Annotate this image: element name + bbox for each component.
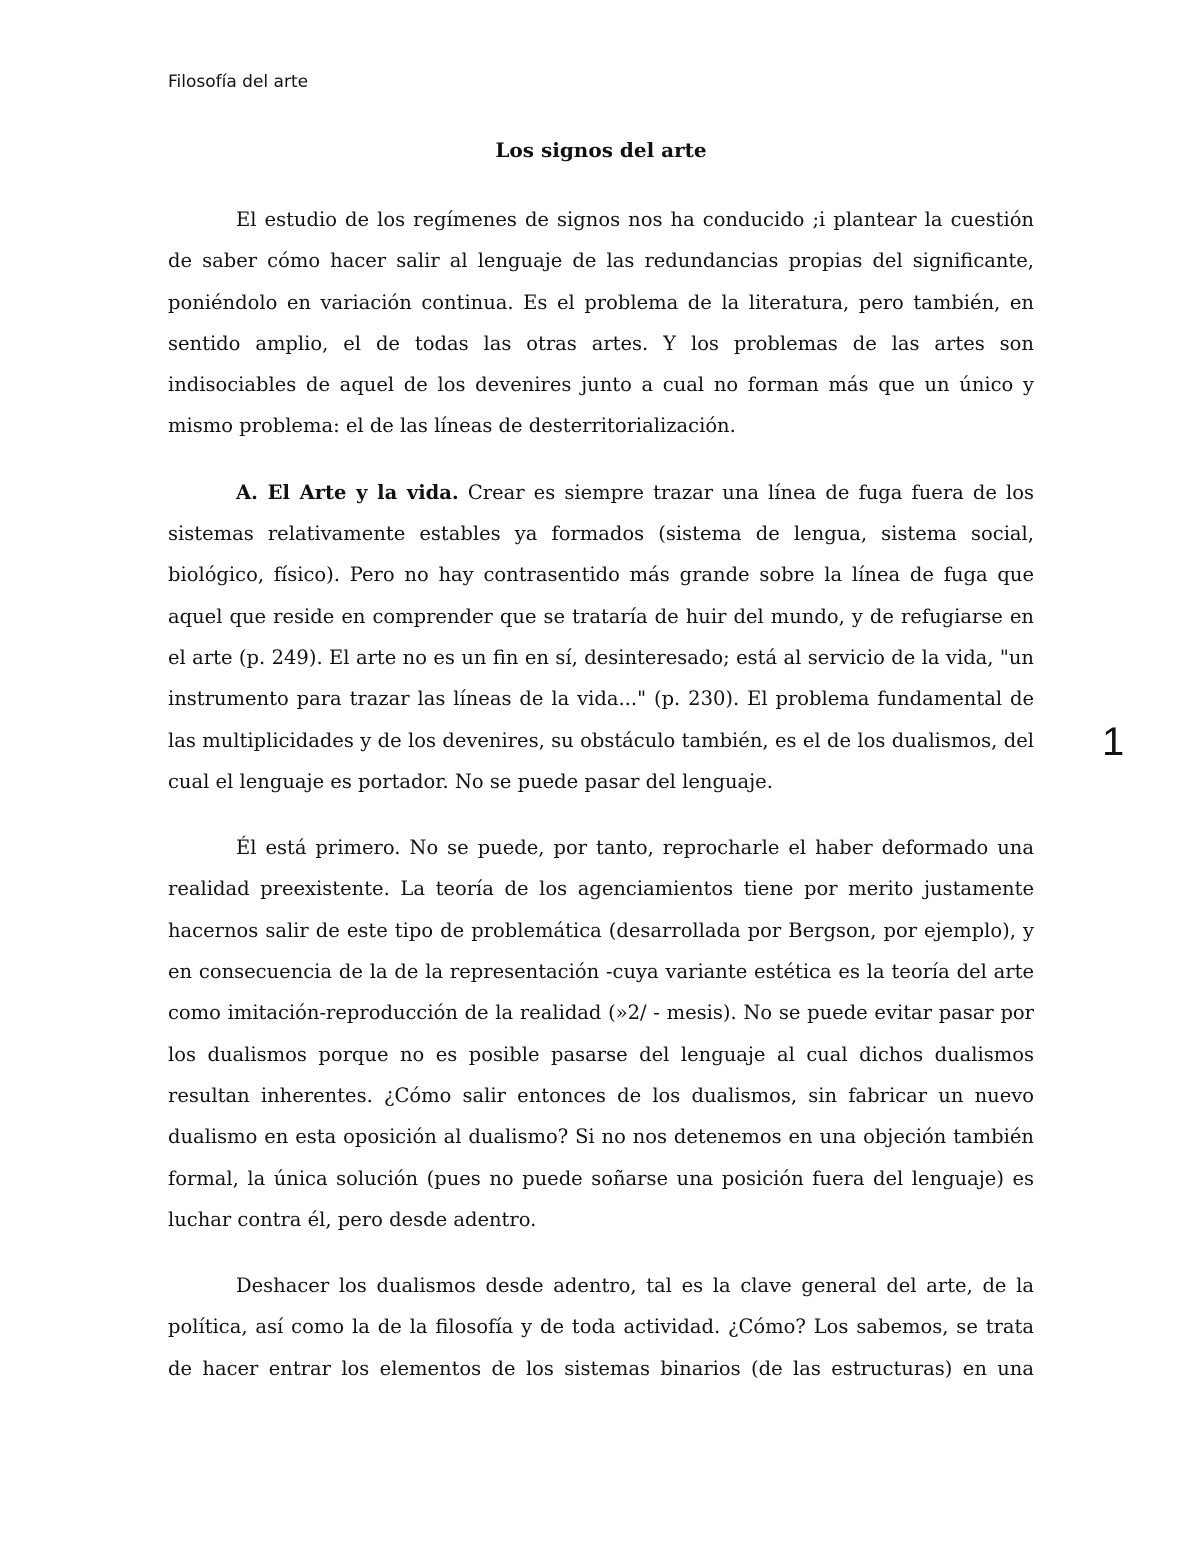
paragraph-undo-dualisms xyxy=(168,1265,1034,1389)
paragraph-text: Él está primero. No se puede, por tanto, reprocharle el haber deformado una realidad preexistente. La teoría de los agenciamientos tiene por merito justamente hacernos salir de este tipo de problemática (desarrollada por Bergson, por ejemplo), y en consecuencia de la de la representación -cuya variante estética es la teoría del arte como imitación-reproducción de la realidad (»2/ - mesis). No se puede evitar pasar por los dualismos porque no es posible pasarse del lenguaje al cual dichos dualismos resultan inherentes. ¿Cómo salir entonces de los dualismos, sin fabricar un nuevo dualismo en esta oposición al dualismo? Si no nos detenemos en una objeción también formal, la única solución (pues no puede soñarse una posición fuera del lenguaje) es luchar contra él, pero desde adentro. xyxy=(168,836,1034,1231)
paragraph-intro xyxy=(168,199,1034,447)
page-number: 1 xyxy=(1102,720,1125,764)
document-title: Los signos del arte xyxy=(495,138,707,162)
paragraph-text: El estudio de los regímenes de signos nos ha conducido ;i plantear la cuestión de saber cómo hacer salir al lenguaje de las redundancias propias del significante, poniéndolo en variación continua. Es el problema de la literatura, pero también, en sentido amplio, el de todas las otras artes. Y los problemas de las artes son indisociables de aquel de los devenires junto a cual no forman más que un único y mismo problema: el de las líneas de desterritorialización. xyxy=(168,208,1034,438)
paragraph-art-and-life xyxy=(168,472,1034,802)
paragraph-text: Deshacer los dualismos desde adentro, tal es la clave general del arte, de la política, así como la de la filosofía y de toda actividad. ¿Cómo? Los sabemos, se trata de hacer entrar los elementos de los sistemas binarios (de las estructuras) en una xyxy=(168,1274,1034,1380)
running-header: Filosofía del arte xyxy=(168,72,309,92)
document-body xyxy=(168,199,1034,1414)
section-heading: A. El Arte y la vida. xyxy=(236,480,459,504)
paragraph-language-first xyxy=(168,827,1034,1240)
paragraph-text: Crear es siempre trazar una línea de fuga fuera de los sistemas relativamente estables ya formados (sistema de lengua, sistema social, biológico, físico). Pero no hay contrasentido más grande sobre la línea de fuga que aquel que reside en comprender que se trataría de huir del mundo, y de refugiarse en el arte (p. 249). El arte no es un fin en sí, desinteresado; está al servicio de la vida, "un instrumento para trazar las líneas de la vida..." (p. 230). El problema fundamental de las multiplicidades y de los devenires, su obstáculo también, es el de los dualismos, del cual el lenguaje es portador. No se puede pasar del lenguaje. xyxy=(168,480,1035,793)
